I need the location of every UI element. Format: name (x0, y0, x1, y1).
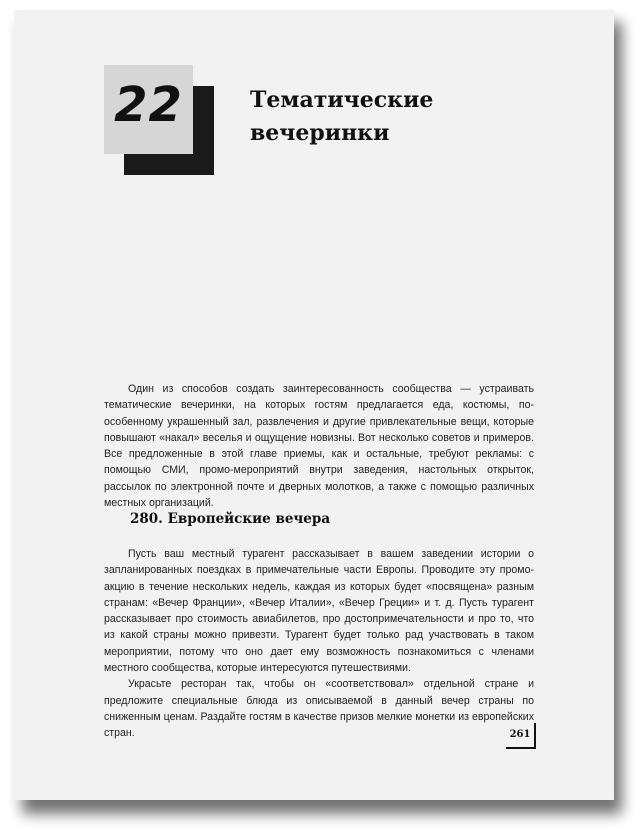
page-number: 261 (506, 723, 536, 749)
book-page (14, 10, 614, 800)
section-title: 280. Европейские вечера (130, 511, 331, 527)
section-paragraph-2: Украсьте ресторан так, чтобы он «соответствовал» отдельной стране и предложите специальные блюда из описываемой в данный вечер страны по сниженным ценам. Раздайте гостям в качестве призов мелкие монетки из европейских стран. (104, 678, 534, 740)
intro-paragraph: Один из способов создать заинтересованность сообщества — устраивать тематические вечеринки, на которых гостям предлагается еда, костюмы, по-особенному украшенный зал, развлечения и другие привлекательные вещи, которые повышают «накал» веселья и ощущение новизны. Вот несколько советов и примеров. Все предложенные в этой главе приемы, как и остальные, требуют рекламы: с помощью СМИ, промо-мероприятий внутри заведения, настольных открыток, рассылок по электронной почте и дверных молотков, а также с помощью различных местных организаций. (104, 383, 534, 510)
chapter-title-line-1: Тематические (250, 87, 434, 113)
intro-text (104, 381, 534, 511)
chapter-number: 22 (114, 77, 183, 133)
chapter-title (250, 84, 433, 150)
chapter-title-line-2: вечеринки (250, 120, 390, 146)
section-paragraph-1: Пусть ваш местный турагент рассказывает в вашем заведении истории о запланированных поездках в примечательные части Европы. Проводите эту промо-акцию в течение нескольких недель, каждая из которых будет «посвящена» разным странам: «Вечер Франции», «Вечер Италии», «Вечер Греции» и т. д. Пусть турагент рассказывает про стоимость авиабилетов, про достопримечательности и про то, что из какой страны можно привезти. Турагент будет только рад участвовать в таком мероприятии, потому что оно дает ему возможность познакомиться с членами местного сообщества, которые интересуются путешествиями. (104, 548, 534, 675)
section-body (104, 546, 534, 742)
